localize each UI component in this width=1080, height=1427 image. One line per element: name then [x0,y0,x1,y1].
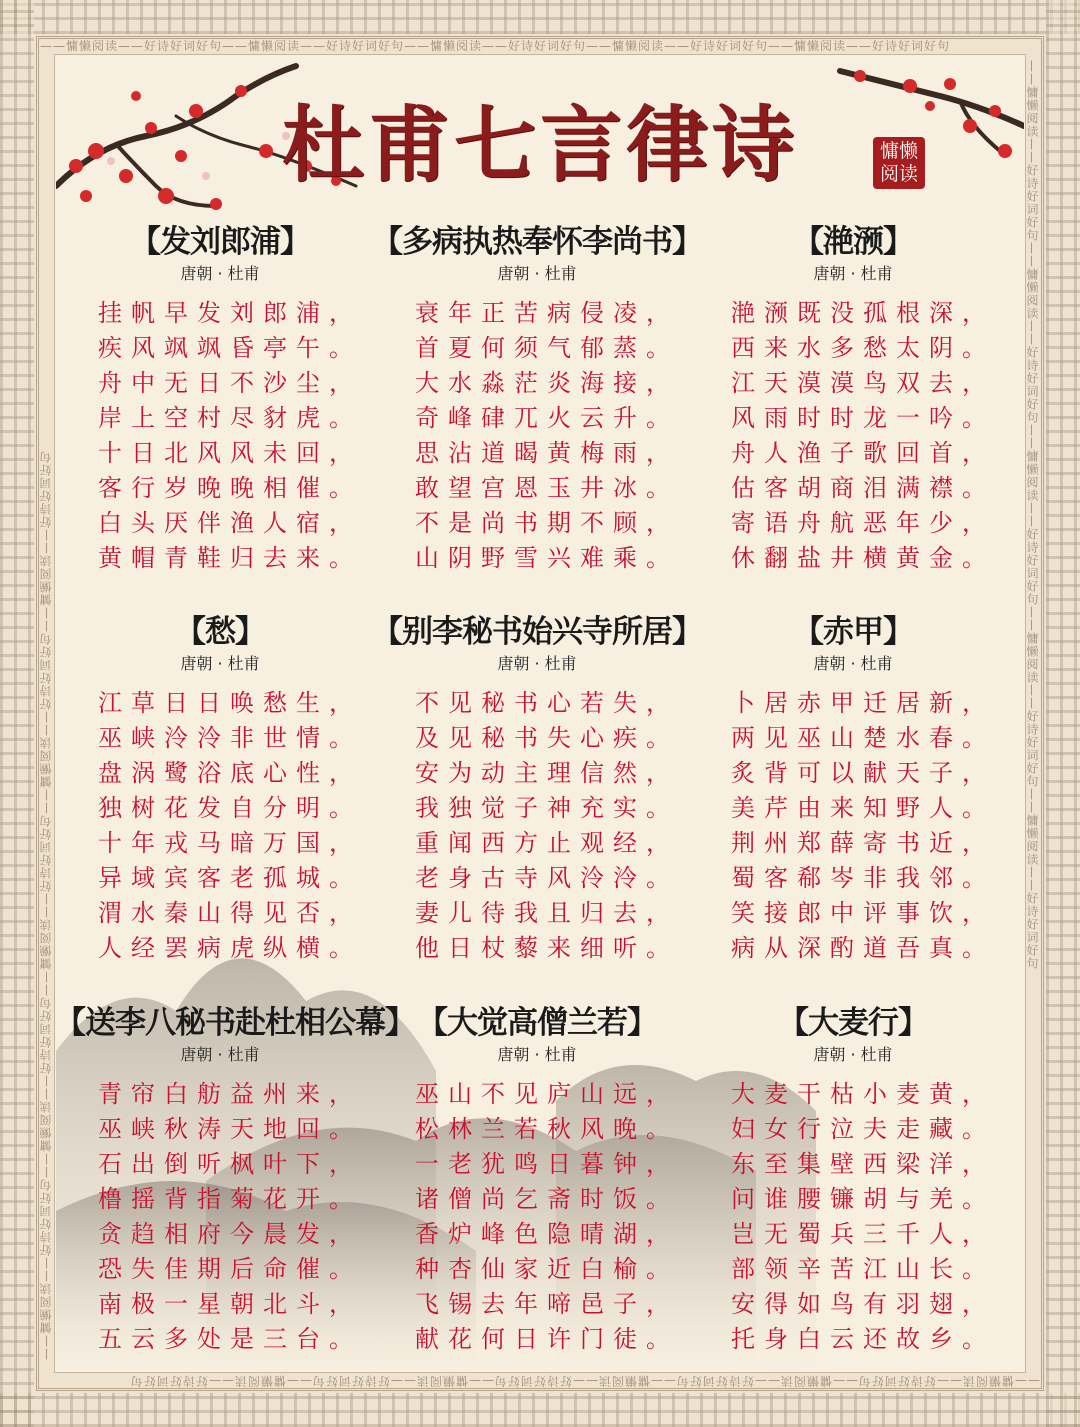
watermark-top: ——慵懒阅读——好诗好词好句——慵懒阅读——好诗好词好句——慵懒阅读——好诗好词好句——慵懒阅读——好诗好词好句——慵懒阅读——好诗好词好句 [40,39,951,53]
poem-title: 【大觉高僧兰若】 [417,1005,657,1041]
poem-line: 渭水秦山得见否， [98,899,362,927]
poem-line: 疾风飒飒昏亭午。 [98,334,362,362]
poem-line: 风雨时时龙一吟。 [731,404,995,432]
poem-line: 笑接郎中评事饮， [731,899,995,927]
poem-card [688,1003,1018,1357]
poem-line: 橹摇背指菊花开。 [98,1185,362,1213]
poem-line: 妇女行泣夫走藏。 [731,1115,995,1143]
poem-line: 南极一星朝北斗， [98,1290,362,1318]
poem-author: 唐朝 · 杜甫 [497,654,577,673]
page-title: 杜甫七言律诗 [281,97,798,193]
poem-author: 唐朝 · 杜甫 [497,1045,577,1064]
poem-line: 十日北风风未回， [98,439,362,467]
poem-line: 蜀客郗岑非我邻。 [731,864,995,892]
border-pattern-bottom [0,1393,1080,1427]
poem-title: 【大麦行】 [778,1005,928,1041]
poem-author: 唐朝 · 杜甫 [497,264,577,283]
poem-line: 岂无蜀兵三千人， [731,1220,995,1248]
poem-line: 石出倒听枫叶下， [98,1150,362,1178]
poem-card [688,612,1018,966]
poem-line: 黄帽青鞋归去来。 [98,544,362,572]
poem-line: 老身古寺风泠泠。 [415,864,679,892]
poem-line: 异域宾客老孤城。 [98,864,362,892]
poem-line: 献花何日许门徒。 [415,1325,679,1353]
poem-line: 大麦干枯小麦黄， [731,1080,995,1108]
poem-line: 青帘白舫益州来， [98,1080,362,1108]
poem-line: 贪趋相府今晨发， [98,1220,362,1248]
poem-line: 炙背可以献天子， [731,759,995,787]
poem-line: 香炉峰色隐晴湖， [415,1220,679,1248]
poem-title: 【滟滪】 [793,224,913,260]
poem-line: 奇峰硉兀火云升。 [415,404,679,432]
poem-author: 唐朝 · 杜甫 [813,1045,893,1064]
poem-line: 独树花发自分明。 [98,794,362,822]
poem-line: 五云多处是三台。 [98,1325,362,1353]
poem-card [55,1003,415,1357]
poem-line: 一老犹鸣日暮钟， [415,1150,679,1178]
poem-card [372,222,702,576]
poem-line: 休翻盐井横黄金。 [731,544,995,572]
poem-title: 【愁】 [175,614,265,650]
poem-title: 【多病执热奉怀李尚书】 [372,224,702,260]
poem-line: 两见巫山楚水春。 [731,724,995,752]
poem-line: 挂帆早发刘郎浦， [98,299,362,327]
poem-author: 唐朝 · 杜甫 [813,654,893,673]
poem-line: 巫峡泠泠非世情。 [98,724,362,752]
poem-line: 及见秘书失心疾。 [415,724,679,752]
poem-line: 十年戎马暗万国， [98,829,362,857]
poem-line: 寄语舟航恶年少， [731,509,995,537]
poem-card [55,612,385,966]
poem-line: 种杏仙家近白榆。 [415,1255,679,1283]
poem-title: 【别李秘书始兴寺所居】 [372,614,702,650]
poem-line: 病从深酌道吾真。 [731,934,995,962]
poem-line: 舟人渔子歌回首， [731,439,995,467]
poem-line: 盘涡鹭浴底心性， [98,759,362,787]
poem-line: 诸僧尚乞斋时饭。 [415,1185,679,1213]
poem-line: 重闻西方止观经， [415,829,679,857]
poem-line: 安为动主理信然， [415,759,679,787]
poem-title: 【送李八秘书赴杜相公幕】 [55,1005,415,1041]
poem-card [688,222,1018,576]
poem-line: 巫峡秋涛天地回。 [98,1115,362,1143]
poem-line: 客行岁晚晚相催。 [98,474,362,502]
poem-line: 问谁腰镰胡与羌。 [731,1185,995,1213]
poem-line: 妻儿待我且归去， [415,899,679,927]
poem-line: 荆州郑薛寄书近， [731,829,995,857]
poem-line: 舟中无日不沙尘， [98,369,362,397]
border-pattern-top [0,0,1080,34]
poem-line: 山阴野雪兴难乘。 [415,544,679,572]
poem-line: 不是尚书期不顾， [415,509,679,537]
poem-line: 松林兰若秋风晚。 [415,1115,679,1143]
poem-author: 唐朝 · 杜甫 [813,264,893,283]
poem-line: 美芹由来知野人。 [731,794,995,822]
poem-author: 唐朝 · 杜甫 [180,1045,260,1064]
poem-line: 东至集壁西梁洋， [731,1150,995,1178]
poem-line: 首夏何须气郁蒸。 [415,334,679,362]
poem-line: 安得如鸟有羽翅， [731,1290,995,1318]
poem-line: 西来水多愁太阴。 [731,334,995,362]
poem-line: 衰年正苦病侵凌， [415,299,679,327]
border-pattern-left [0,0,34,1427]
poem-card [372,1003,702,1357]
poem-line: 他日杖藜来细听。 [415,934,679,962]
poem-line: 巫山不见庐山远， [415,1080,679,1108]
poem-line: 敢望宫恩玉井冰。 [415,474,679,502]
poem-author: 唐朝 · 杜甫 [180,654,260,673]
poem-line: 大水淼茫炎海接， [415,369,679,397]
watermark-left: ——慵懒阅读——好诗好词好句——慵懒阅读——好诗好词好句——慵懒阅读——好诗好词好句——慵懒阅读——好诗好词好句——慵懒阅读——好诗好词好句 [39,450,53,1360]
poem-line: 不见秘书心若失， [415,689,679,717]
poem-line: 恐失佳期后命催。 [98,1255,362,1283]
poem-line: 人经罢病虎纵横。 [98,934,362,962]
poem-line: 卜居赤甲迁居新， [731,689,995,717]
poem-line: 托身白云还故乡。 [731,1325,995,1353]
poem-line: 白头厌伴渔人宿， [98,509,362,537]
seal-stamp: 慵懒阅读 [873,137,925,189]
poem-line: 估客胡商泪满襟。 [731,474,995,502]
poem-card [372,612,702,966]
poem-line: 岸上空村尽豺虎。 [98,404,362,432]
poem-line: 飞锡去年啼邑子， [415,1290,679,1318]
border-pattern-right [1046,0,1080,1427]
poem-line: 滟滪既没孤根深， [731,299,995,327]
poem-line: 部领辛苦江山长。 [731,1255,995,1283]
poem-line: 江天漠漠鸟双去， [731,369,995,397]
poem-title: 【赤甲】 [793,614,913,650]
watermark-right: ——慵懒阅读——好诗好词好句——慵懒阅读——好诗好词好句——慵懒阅读——好诗好词好句——慵懒阅读——好诗好词好句——慵懒阅读——好诗好词好句 [1025,60,1039,970]
watermark-bottom: ——慵懒阅读——好诗好词好句——慵懒阅读——好诗好词好句——慵懒阅读——好诗好词好句——慵懒阅读——好诗好词好句——慵懒阅读——好诗好词好句 [129,1374,1040,1388]
poem-card [55,222,385,576]
poem-author: 唐朝 · 杜甫 [180,264,260,283]
poem-line: 思沾道暍黄梅雨， [415,439,679,467]
poem-title: 【发刘郎浦】 [130,224,310,260]
poem-line: 江草日日唤愁生， [98,689,362,717]
poem-line: 我独觉子神充实。 [415,794,679,822]
